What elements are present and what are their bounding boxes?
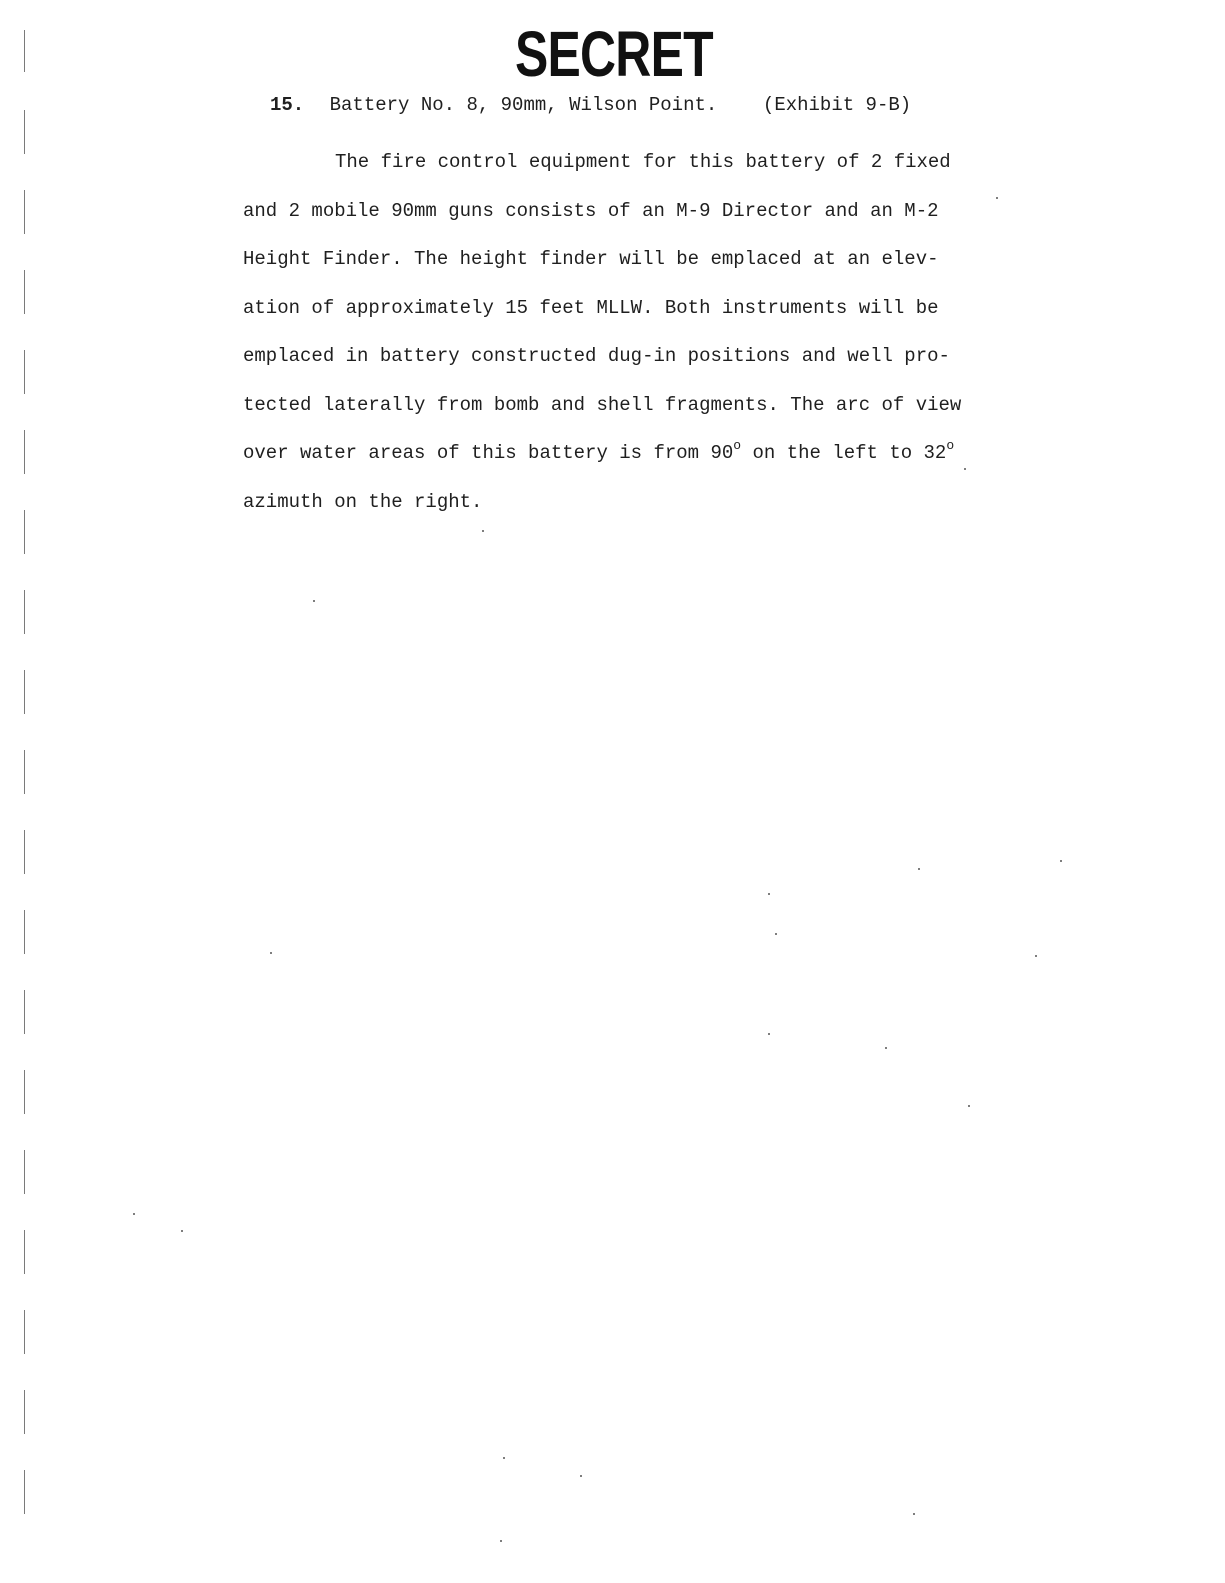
degree-symbol: o	[733, 438, 742, 453]
scan-margin-mark	[24, 1230, 25, 1274]
scan-margin-mark	[24, 590, 25, 634]
scan-margin-mark	[24, 990, 25, 1034]
scan-speck	[270, 952, 272, 954]
scan-margin-mark	[24, 830, 25, 874]
scan-speck	[885, 1047, 887, 1049]
scan-margin-mark	[24, 270, 25, 314]
scan-speck	[775, 933, 777, 935]
section-number: 15.	[270, 94, 305, 116]
scan-speck	[1060, 860, 1062, 862]
scan-speck	[500, 1540, 502, 1542]
scan-speck	[580, 1475, 582, 1477]
paragraph-line: emplaced in battery constructed dug-in positions and well pro-	[243, 345, 950, 367]
exhibit-reference: (Exhibit 9-B)	[762, 94, 912, 116]
scan-margin-mark	[24, 350, 25, 394]
scan-margin-mark	[24, 30, 25, 72]
paragraph-line: and 2 mobile 90mm guns consists of an M-9 Director and an M-2	[243, 199, 939, 222]
paragraph-line: ation of approximately 15 feet MLLW. Both instruments will be	[243, 296, 939, 319]
scan-speck	[133, 1213, 135, 1215]
scan-margin-mark	[24, 670, 25, 714]
paragraph-line: The fire control equipment for this battery of 2 fixed	[335, 151, 951, 173]
classification-stamp: SECRET	[515, 18, 713, 90]
scan-speck	[482, 530, 484, 532]
scan-margin-mark	[24, 510, 25, 554]
scan-speck	[918, 868, 920, 870]
section-heading	[270, 93, 911, 117]
scan-margin-mark	[24, 110, 25, 154]
body-paragraph	[243, 138, 1023, 526]
scan-speck	[768, 893, 770, 895]
scan-speck	[503, 1457, 505, 1459]
paragraph-line-part: over water areas of this battery is from 90	[243, 442, 734, 464]
scan-margin-mark	[24, 1150, 25, 1194]
scan-margin-mark	[24, 1310, 25, 1354]
scan-margin-mark	[24, 1070, 25, 1114]
paragraph-line: Height Finder. The height finder will be emplaced at an elev-	[243, 248, 939, 270]
scan-margin-mark	[24, 1470, 25, 1514]
paragraph-line: tected laterally from bomb and shell fragments. The arc of view	[243, 393, 962, 416]
paragraph-line: azimuth on the right.	[243, 490, 483, 513]
scan-margin-mark	[24, 430, 25, 474]
paragraph-line	[243, 429, 1023, 478]
scan-margin-mark	[24, 190, 25, 234]
scan-margin-mark	[24, 750, 25, 794]
paragraph-line-part: on the left to 32	[741, 442, 947, 464]
scan-speck	[913, 1513, 915, 1515]
scan-speck	[1035, 955, 1037, 957]
scan-margin-mark	[24, 1390, 25, 1434]
scan-speck	[181, 1230, 183, 1232]
scan-speck	[968, 1105, 970, 1107]
degree-symbol: o	[946, 438, 955, 453]
scan-speck	[313, 600, 315, 602]
scan-speck	[768, 1033, 770, 1035]
section-title: Battery No. 8, 90mm, Wilson Point.	[329, 94, 718, 116]
scan-margin-mark	[24, 910, 25, 954]
